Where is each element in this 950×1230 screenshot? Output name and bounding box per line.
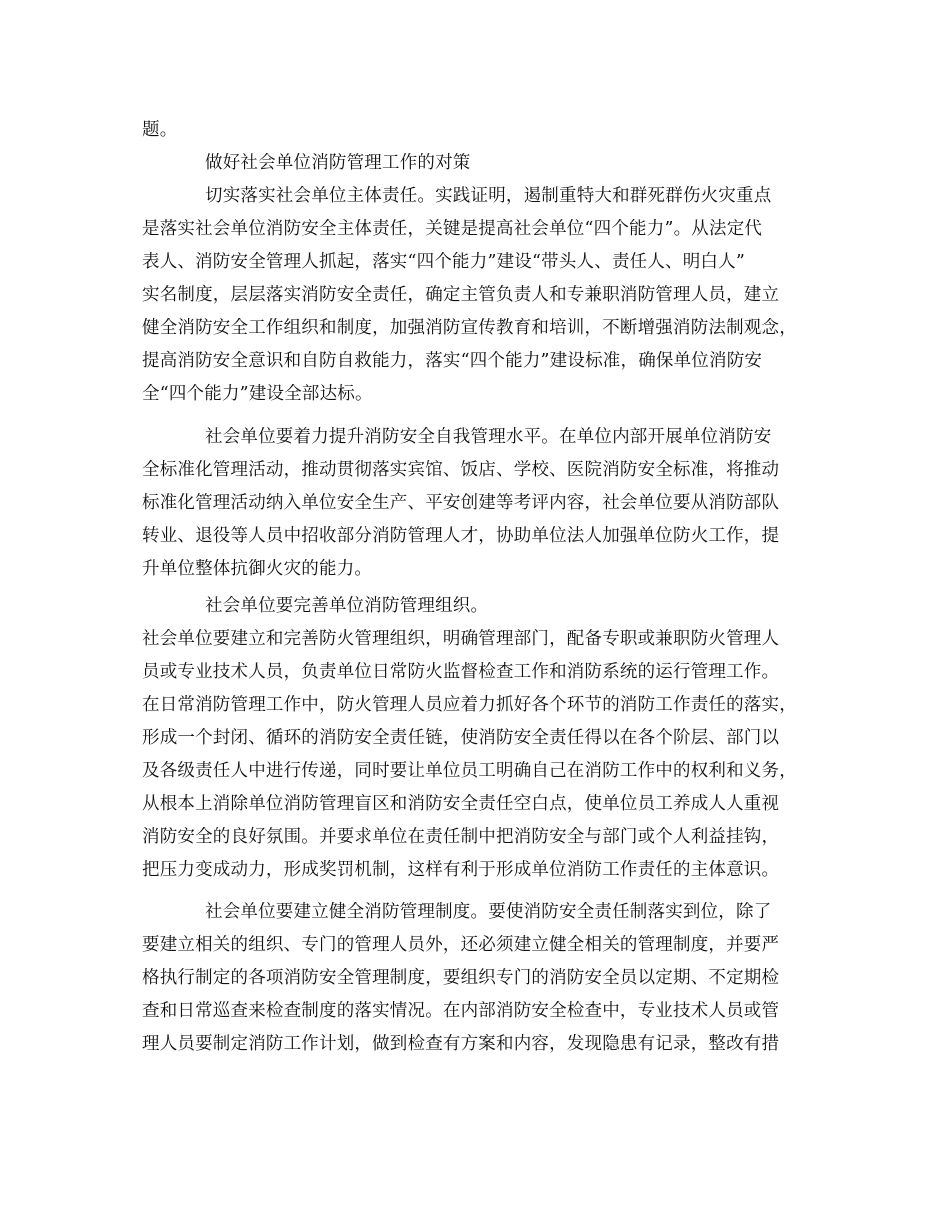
text-line: 切实落实社会单位主体责任。实践证明，遏制重特大和群死群伤火灾重点: [205, 186, 772, 206]
text-line: 查和日常巡查来检查制度的落实情况。在内部消防安全检查中，专业技术人员或管: [142, 1001, 780, 1021]
text-line: 员或专业技术人员，负责单位日常防火监督检查工作和消防系统的运行管理工作。: [142, 662, 780, 682]
text-line: 把压力变成动力，形成奖罚机制，这样有利于形成单位消防工作责任的主体意识。: [142, 860, 780, 880]
text-line: 社会单位要建立健全消防管理制度。要使消防安全责任制落实到位，除了: [205, 902, 772, 922]
text-line: 转业、退役等人员中招收部分消防管理人才，协助单位法人加强单位防火工作，提: [142, 526, 780, 546]
text-line: 及各级责任人中进行传递，同时要让单位员工明确自己在消防工作中的权利和义务，: [142, 761, 797, 781]
section-heading: 做好社会单位消防管理工作的对策: [205, 153, 471, 173]
section-heading: 社会单位要完善单位消防管理组织。: [205, 596, 489, 616]
text-line: 形成一个封闭、循环的消防安全责任链，使消防安全责任得以在各个阶层、部门以: [142, 728, 780, 748]
text-line: 健全消防安全工作组织和制度，加强消防宣传教育和培训，不断增强消防法制观念，: [142, 318, 797, 338]
text-line: 表人、消防安全管理人抓起，落实“四个能力”建设“带头人、责任人、明白人”: [142, 252, 745, 272]
text-line: 格执行制定的各项消防安全管理制度，要组织专门的消防安全员以定期、不定期检: [142, 968, 780, 988]
text-line: 理人员要制定消防工作计划，做到检查有方案和内容，发现隐患有记录，整改有措: [142, 1034, 780, 1054]
text-line: 实名制度，层层落实消防安全责任，确定主管负责人和专兼职消防管理人员，建立: [142, 285, 780, 305]
text-line: 社会单位要建立和完善防火管理组织，明确管理部门，配备专职或兼职防火管理人: [142, 629, 780, 649]
text-line: 标准化管理活动纳入单位安全生产、平安创建等考评内容，社会单位要从消防部队: [142, 493, 780, 513]
text-line: 提高消防安全意识和自防自救能力，落实“四个能力”建设标准，确保单位消防安: [142, 351, 763, 371]
text-line: 是落实社会单位消防安全主体责任，关键是提高社会单位“四个能力”。从法定代: [142, 219, 763, 239]
text-line: 升单位整体抗御火灾的能力。: [142, 559, 373, 579]
text-line: 全“四个能力”建设全部达标。: [142, 384, 373, 404]
text-line: 要建立相关的组织、专门的管理人员外，还必须建立健全相关的管理制度，并要严: [142, 935, 780, 955]
text-line: 消防安全的良好氛围。并要求单位在责任制中把消防安全与部门或个人利益挂钩，: [142, 827, 780, 847]
text-line: 从根本上消除单位消防管理盲区和消防安全责任空白点，使单位员工养成人人重视: [142, 794, 780, 814]
text-line: 题。: [142, 120, 178, 140]
text-line: 在日常消防管理工作中，防火管理人员应着力抓好各个环节的消防工作责任的落实，: [142, 695, 797, 715]
text-line: 全标准化管理活动，推动贯彻落实宾馆、饭店、学校、医院消防安全标准，将推动: [142, 460, 780, 480]
text-line: 社会单位要着力提升消防安全自我管理水平。在单位内部开展单位消防安: [205, 427, 772, 447]
